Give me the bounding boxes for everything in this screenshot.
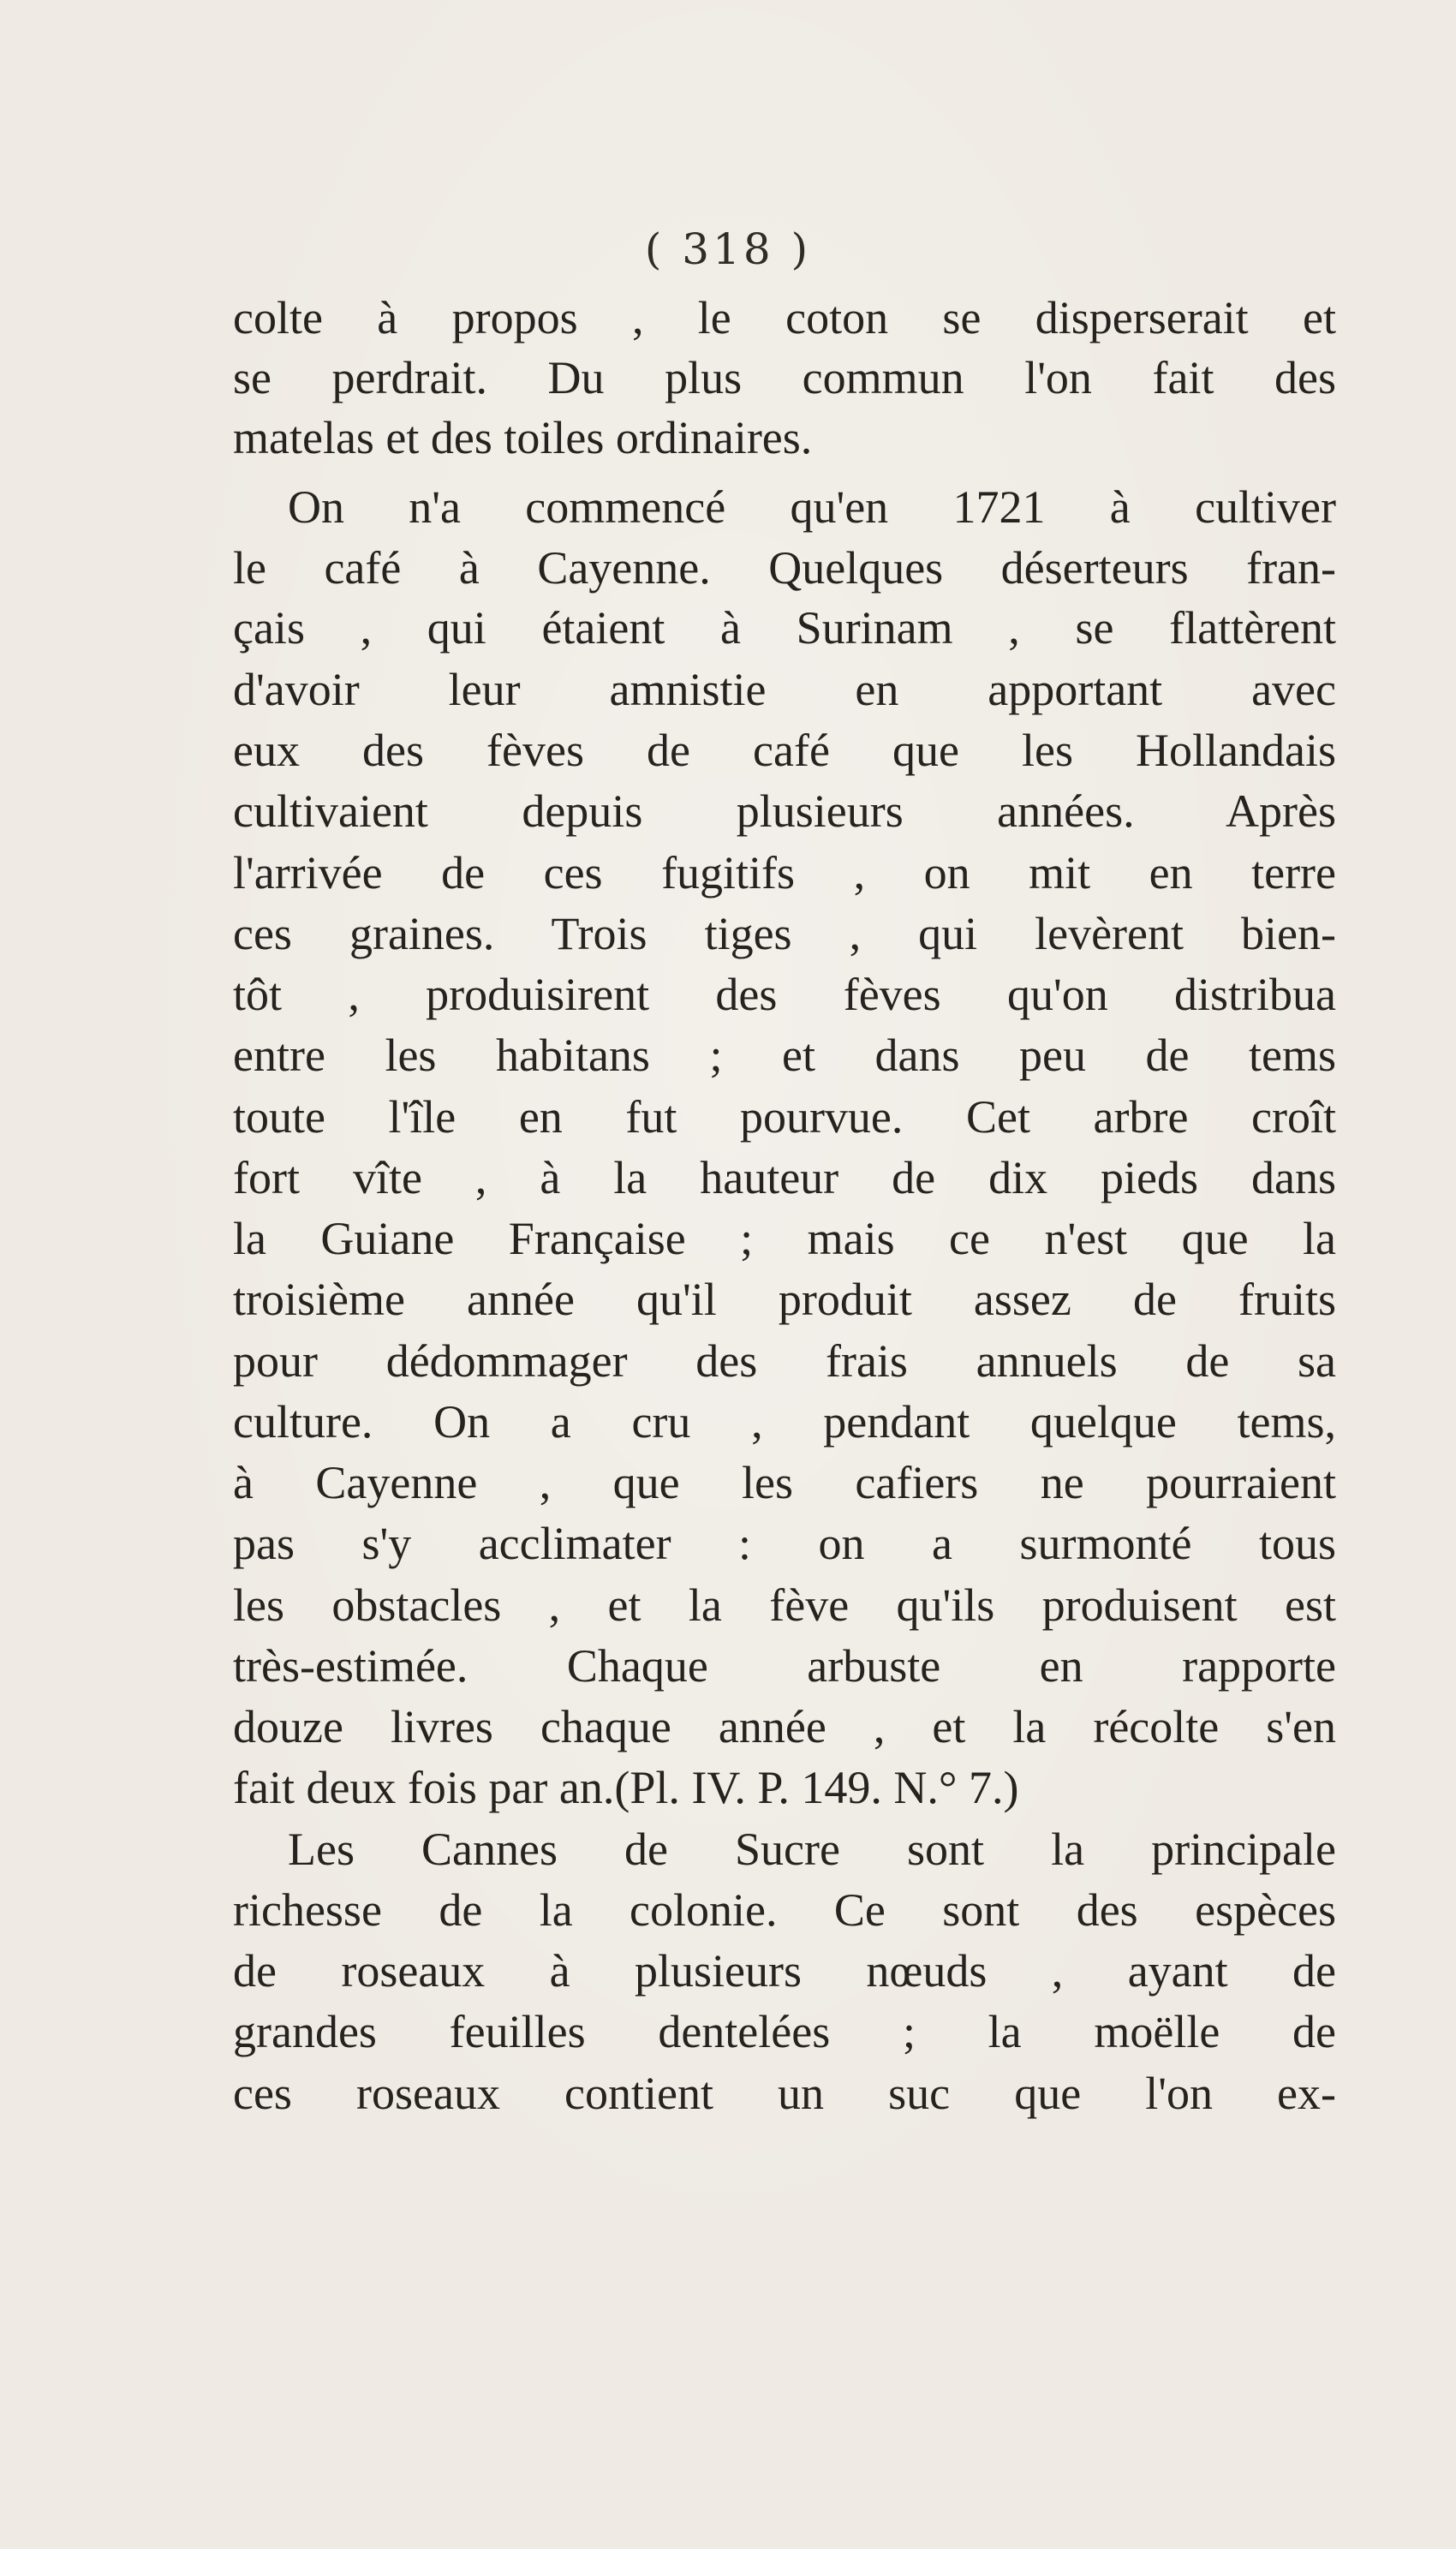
text-line-30: ces roseaux contient un suc que l'on ex- [233,2068,1336,2119]
text-line-6: çais , qui étaient à Surinam , se flattèrent [233,602,1336,654]
text-line-1: colte à propos , le coton se disperserait et [233,292,1336,343]
text-line-25: fait deux fois par an.(Pl. IV. P. 149. N.° 7.) [233,1762,1019,1813]
text-line-29: grandes feuilles dentelées ; la moëlle de [233,2006,1336,2057]
text-line-18: pour dédommager des frais annuels de sa [233,1335,1336,1387]
text-line-19: culture. On a cru , pendant quelque tems, [233,1396,1336,1448]
text-line-17: troisième année qu'il produit assez de fruits [233,1274,1336,1325]
text-line-5: le café à Cayenne. Quelques déserteurs fran- [233,542,1336,594]
text-line-9: cultivaient depuis plusieurs années. Après [233,785,1336,837]
text-line-2: se perdrait. Du plus commun l'on fait des [233,352,1336,403]
text-line-11: ces graines. Trois tiges , qui levèrent bien- [233,908,1336,959]
text-line-12: tôt , produisirent des fèves qu'on distribua [233,969,1336,1020]
text-line-28: de roseaux à plusieurs nœuds , ayant de [233,1945,1336,1997]
text-line-15: fort vîte , à la hauteur de dix pieds dans [233,1152,1336,1203]
text-line-21: pas s'y acclimater : on a surmonté tous [233,1518,1336,1569]
text-line-7: d'avoir leur amnistie en apportant avec [233,664,1336,715]
text-line-22: les obstacles , et la fève qu'ils produisent est [233,1579,1336,1631]
text-line-20: à Cayenne , que les cafiers ne pourraient [233,1457,1336,1508]
text-line-8: eux des fèves de café que les Hollandais [233,725,1336,776]
text-line-16: la Guiane Française ; mais ce n'est que la [233,1213,1336,1264]
text-line-27: richesse de la colonie. Ce sont des espèces [233,1884,1336,1936]
page-number: ( 318 ) [644,224,812,274]
text-line-14: toute l'île en fut pourvue. Cet arbre croît [233,1091,1336,1143]
text-line-26: Les Cannes de Sucre sont la principale [288,1824,1336,1875]
text-line-23: très-estimée. Chaque arbuste en rapporte [233,1640,1336,1692]
text-line-24: douze livres chaque année , et la récolte s'en [233,1701,1336,1752]
text-line-3: matelas et des toiles ordinaires. [233,412,813,463]
text-line-4: On n'a commencé qu'en 1721 à cultiver [288,481,1336,533]
text-line-10: l'arrivée de ces fugitifs , on mit en terre [233,847,1336,898]
text-line-13: entre les habitans ; et dans peu de tems [233,1030,1336,1081]
